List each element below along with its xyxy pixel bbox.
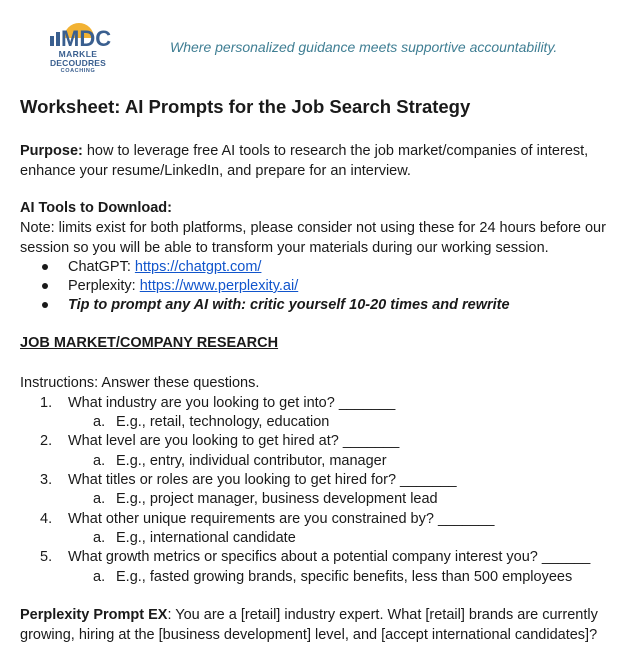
prompt-tip: Tip to prompt any AI with: critic yourself 10-20 times and rewrite [68, 297, 510, 313]
perplexity-prompt-example [20, 606, 598, 645]
research-heading: JOB MARKET/COMPANY RESEARCH [20, 335, 279, 351]
research-instructions: Instructions: Answer these questions. [20, 375, 260, 391]
chatgpt-label: ChatGPT: [68, 259, 135, 275]
ai-tools-note [20, 219, 606, 258]
question-4-example: a. E.g., international candidate [93, 530, 296, 546]
bullet-icon [42, 302, 48, 308]
question-5-example: a. E.g., fasted growing brands, specific benefits, less than 500 employees [93, 569, 573, 585]
note-line-2: session so you will be able to transform your materials during our working session. [20, 239, 549, 256]
question-5: 5. What growth metrics or specifics about a potential company interest you? ______ [40, 549, 591, 565]
bullet-icon [42, 264, 48, 270]
ai-tools-heading: AI Tools to Download: [20, 200, 172, 216]
bullet-icon [42, 283, 48, 289]
perplexity-prompt-line-2: growing, hiring at the [business development] level, and [accept international candidates]? [20, 626, 598, 643]
logo-mdc-text: MDC [61, 26, 112, 48]
purpose-line-1: how to leverage free AI tools to research the job market/companies of interest, [82, 143, 589, 159]
purpose-line-2: enhance your resume/LinkedIn, and prepare for an interview. [20, 162, 411, 179]
note-line-1: Note: limits exist for both platforms, please consider not using these for 24 hours before our [20, 220, 606, 236]
logo-line-decoudres: DECOUDRES [49, 58, 107, 68]
perplexity-label: Perplexity: [68, 278, 140, 294]
question-2: 2. What level are you looking to get hired at? _______ [40, 433, 400, 449]
perplexity-prompt-label: Perplexity Prompt EX [20, 607, 168, 623]
purpose-paragraph [20, 142, 588, 181]
purpose-label: Purpose: [20, 143, 83, 159]
logo-line-markle: MARKLE [58, 49, 98, 59]
perplexity-prompt-line-1: : You are a [retail] industry expert. What [retail] brands are currently [167, 607, 598, 623]
worksheet-title: Worksheet: AI Prompts for the Job Search Strategy [20, 96, 471, 117]
question-1-example: a. E.g., retail, technology, education [93, 414, 330, 430]
perplexity-link[interactable]: https://www.perplexity.ai/ [139, 278, 299, 294]
question-2-example: a. E.g., entry, individual contributor, manager [93, 453, 387, 469]
question-3: 3. What titles or roles are you looking to get hired for? _______ [40, 472, 457, 488]
mdc-logo-mark [42, 16, 116, 48]
tagline: Where personalized guidance meets supportive accountability. [170, 39, 558, 55]
chatgpt-link[interactable]: https://chatgpt.com/ [134, 259, 262, 275]
company-logo [38, 16, 118, 76]
question-4: 4. What other unique requirements are you constrained by? _______ [40, 511, 495, 527]
logo-line-coaching: COACHING [60, 68, 96, 74]
question-3-example: a. E.g., project manager, business development lead [93, 491, 438, 507]
question-1: 1. What industry are you looking to get into? _______ [40, 395, 396, 411]
